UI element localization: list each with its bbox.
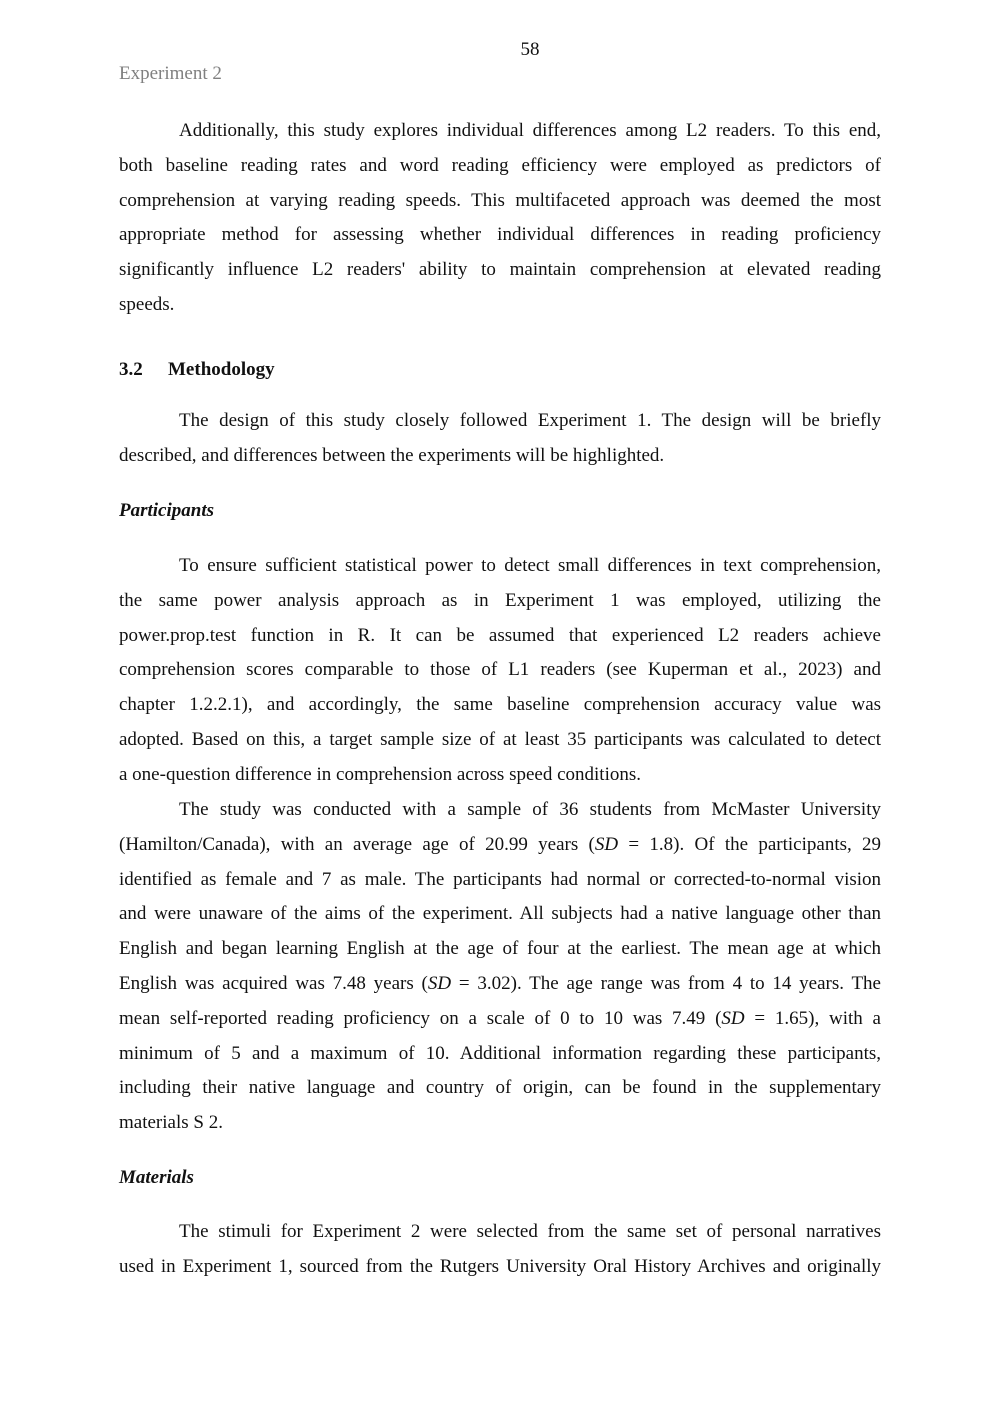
text-line: identified as female and 7 as male. The participants had normal or corrected-to-normal vision [119, 868, 882, 890]
text-segment: = 1.8). Of the participants, 29 [618, 833, 882, 855]
text-segment: = 3.02). The age range was from 4 to 14 years. The [451, 972, 881, 994]
running-header: Experiment 2 [119, 63, 222, 84]
text-line: including their native language and country of origin, can be found in the supplementary [119, 1077, 882, 1099]
intro-paragraph [119, 114, 881, 323]
text-line: and were unaware of the aims of the experiment. All subjects had a native language other than [119, 903, 882, 925]
text-segment: English was acquired was 7.48 years ( [119, 972, 428, 994]
text-line [119, 1002, 881, 1037]
text-line: materials S 2. [119, 1112, 223, 1134]
text-line: Additionally, this study explores individual differences among L2 readers. To this end, [179, 120, 882, 141]
text-line: comprehension scores comparable to those of L1 readers (see Kuperman et al., 2023) and [119, 659, 881, 681]
text-line: power.prop.test function in R. It can be assumed that experienced L2 readers achieve [119, 624, 881, 646]
participants-heading: Participants [119, 500, 215, 521]
section-title: Methodology [168, 359, 275, 380]
text-line: To ensure sufficient statistical power to detect small differences in text comprehension, [179, 555, 881, 576]
text-segment: mean self-reported reading proficiency on a scale of 0 to 10 was 7.49 ( [119, 1007, 722, 1029]
text-segment: (Hamilton/Canada), with an average age of 20.99 years ( [119, 833, 595, 855]
text-line: speeds. [119, 293, 175, 315]
text-segment: = 1.65), with a [744, 1007, 881, 1029]
text-line: used in Experiment 1, sourced from the Rutgers University Oral History Archives and originally [119, 1255, 882, 1277]
section-heading [119, 358, 275, 382]
materials-paragraph-1 [119, 1215, 881, 1285]
text-line: minimum of 5 and a maximum of 10. Additional information regarding these participants, [119, 1042, 881, 1064]
text-line: a one-question difference in comprehension across speed conditions. [119, 763, 641, 785]
text-line: described, and differences between the experiments will be highlighted. [119, 444, 665, 466]
text-line: The stimuli for Experiment 2 were selected from the same set of personal narratives [179, 1221, 881, 1242]
text-line: chapter 1.2.2.1), and accordingly, the same baseline comprehension accuracy value was [119, 694, 882, 716]
participants-paragraph-2 [119, 793, 881, 1141]
text-line: appropriate method for assessing whether individual differences in reading proficiency [119, 224, 882, 246]
sd-symbol: SD [427, 972, 452, 994]
materials-heading: Materials [119, 1167, 194, 1188]
text-line: comprehension at varying reading speeds. This multifaceted approach was deemed the most [119, 189, 881, 211]
text-line: English and began learning English at the age of four at the earliest. The mean age at which [119, 938, 882, 960]
text-line: both baseline reading rates and word reading efficiency were employed as predictors of [119, 154, 881, 176]
page-number: 58 [520, 39, 540, 60]
text-line: adopted. Based on this, a target sample size of at least 35 participants was calculated to detect [119, 728, 881, 750]
section-number: 3.2 [119, 359, 143, 380]
sd-symbol: SD [594, 833, 619, 855]
text-line: The study was conducted with a sample of 36 students from McMaster University [179, 799, 881, 820]
text-line: significantly influence L2 readers' ability to maintain comprehension at elevated reading [119, 259, 882, 281]
methodology-intro-paragraph [119, 404, 881, 474]
participants-paragraph-1 [119, 549, 881, 793]
text-line [119, 967, 881, 1002]
text-line: The design of this study closely followed Experiment 1. The design will be briefly [179, 410, 882, 431]
text-line: the same power analysis approach as in Experiment 1 was employed, utilizing the [119, 589, 881, 611]
text-line [119, 828, 881, 863]
sd-symbol: SD [721, 1007, 745, 1029]
